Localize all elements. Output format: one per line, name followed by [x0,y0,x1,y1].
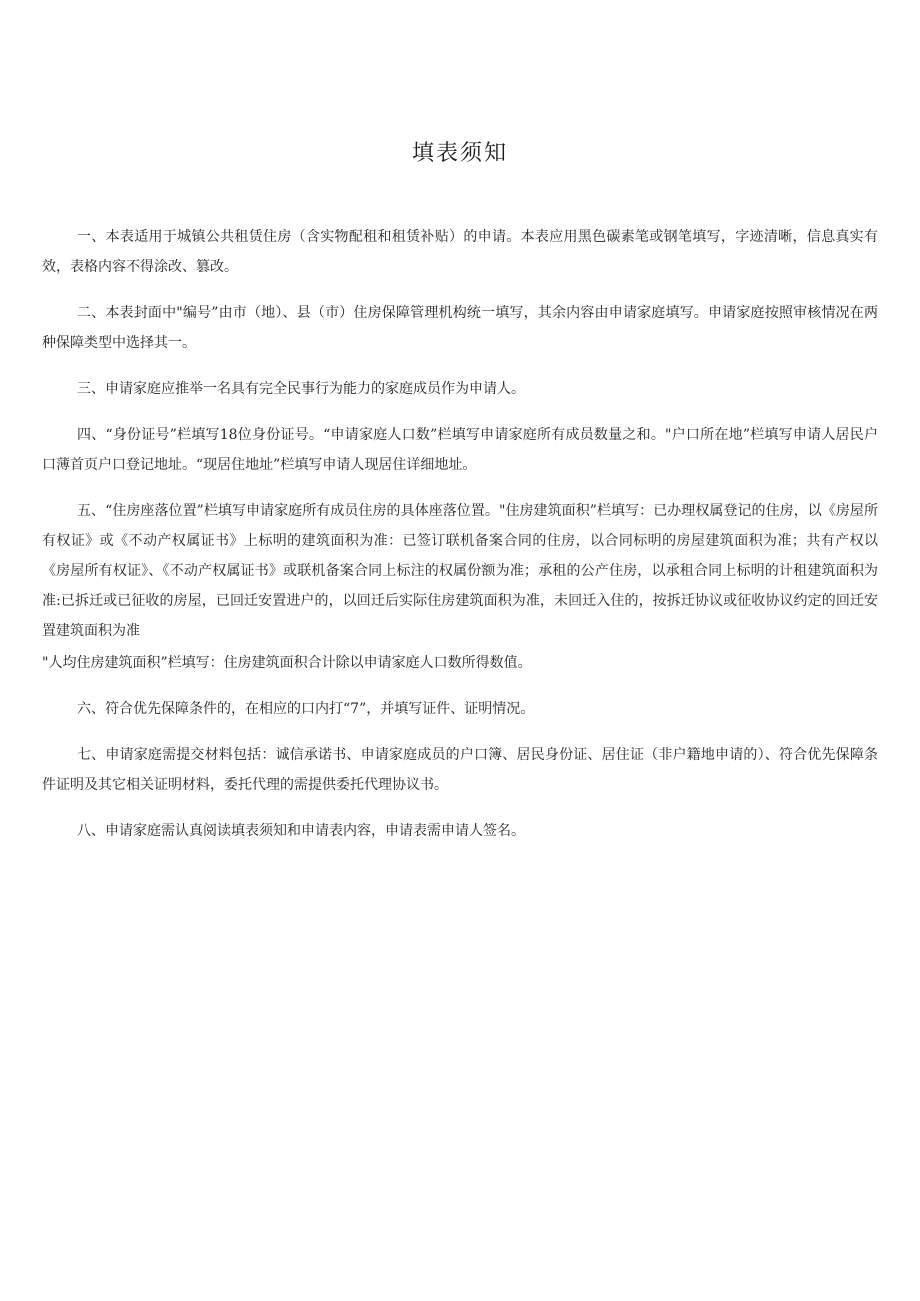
instruction-paragraph-8: 八、申请家庭需认真阅读填表须知和申请表内容，申请表需申请人签名。 [77,823,525,839]
instruction-paragraph-5: 五、“住房座落位置”栏填写申请家庭所有成员住房的具体座落位置。"住房建筑面积”栏填写：已办理权属登记的住房，以《房屋所有权证》或《不动产权属证书》上标明的建筑面积为准：已签订联机备案合同的住房，以合同标明的房屋建筑面积为准；共有产权以《房屋所有权证》、《不动产权属证书》或联机备案合同上标注的权属份额为准；承租的公产住房，以承租合同上标明的计租建筑面积为准:已拆迁或已征收的房屋，已回迁安置进户的，以回迁后实际住房建筑面积为准，未回迁入住的，按拆迁协议或征收协议约定的回迁安置建筑面积为准 [42,503,878,639]
instruction-paragraph-3: 三、申请家庭应推举一名具有完全民事行为能力的家庭成员作为申请人。 [77,381,525,397]
document-title: 填表须知 [411,141,508,166]
instruction-paragraph-2: 二、本表封面中"编号”由市（地）、县（市）住房保障管理机构统一填写，其余内容由申请家庭填写。申请家庭按照审核情况在两种保障类型中选择其一。 [42,305,878,351]
instruction-paragraph-7: 七、申请家庭需提交材料包括：诚信承诺书、申请家庭成员的户口簿、居民身份证、居住证（非户籍地申请的）、符合优先保障条件证明及其它相关证明材料，委托代理的需提供委托代理协议书。 [42,747,878,793]
instruction-paragraph-6: 六、符合优先保障条件的，在相应的口内打“7”，并填写证件、证明情况。 [77,701,535,717]
instruction-paragraph-1: 一、本表适用于城镇公共租赁住房（含实物配租和租赁补贴）的申请。本表应用黑色碳素笔或钢笔填写，字迹清晰，信息真实有效，表格内容不得涂改、篡改。 [42,229,878,275]
instruction-paragraph-5-continued: "人均住房建筑面积”栏填写：住房建筑面积合计除以申请家庭人口数所得数值。 [42,655,532,671]
instruction-paragraph-4: 四、“身份证号”栏填写18位身份证号。“申请家庭人口数”栏填写申请家庭所有成员数量之和。"户口所在地”栏填写申请人居民户口薄首页户口登记地址。“现居住地址”栏填写申请人现居住详细地址。 [42,427,878,473]
instructions-body [42,222,878,862]
